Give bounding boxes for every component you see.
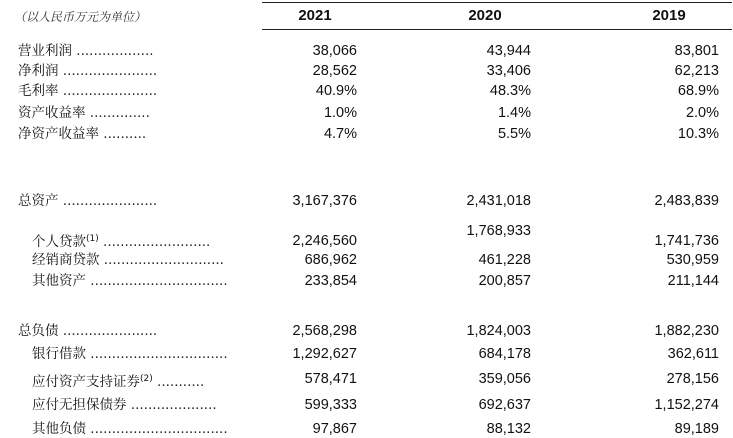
row-label-text: 经销商贷款 [32,252,100,268]
row-label [32,420,228,438]
cell-v2019: 62,213 [674,63,719,79]
cell-v2021: 578,471 [304,371,357,387]
cell-v2020: 88,132 [486,421,531,437]
dot-leader: ................................ [86,346,228,362]
row-label [32,272,228,290]
footnote-marker: (1) [86,234,99,244]
cell-v2020: 359,056 [478,371,531,387]
row-label [32,230,210,248]
cell-v2020: 684,178 [478,346,531,362]
row-label-text: 资产收益率 [18,105,86,121]
cell-v2021: 233,854 [304,273,357,289]
cell-v2019: 83,801 [674,43,719,59]
row-label-text: 营业利润 [18,43,72,59]
row-label-text: 总资产 [18,193,59,209]
row-label [18,192,157,210]
year-header-2019: 2019 [652,7,686,24]
row-label-text: 其他负债 [32,421,86,437]
dot-leader: ...................... [58,63,158,79]
row-label-text: 应付资产支持证券 [32,374,140,390]
cell-v2019: 10.3% [677,126,719,142]
row-label-text: 总负债 [18,323,59,339]
row-label-text: 应付无担保债券 [32,397,127,413]
row-label [32,251,224,269]
cell-v2021: 1.0% [323,105,357,121]
cell-v2020: 692,637 [478,397,531,413]
cell-v2019: 1,882,230 [654,323,719,339]
dot-leader: ......................... [98,234,211,250]
cell-v2019: 2,483,839 [654,193,719,209]
cell-v2021: 38,066 [312,43,357,59]
dot-leader: ...................... [58,83,158,99]
row-label [32,370,204,388]
row-label [18,62,157,80]
row-label-text: 净利润 [18,63,59,79]
cell-v2020: 1.4% [497,105,531,121]
dot-leader: .......... [99,126,147,142]
cell-v2019: 1,741,736 [654,233,719,249]
dot-leader: ............................ [99,252,224,268]
footnote-marker: (2) [140,374,153,384]
cell-v2021: 97,867 [312,421,357,437]
unit-note: （以人民币万元为单位） [14,10,147,24]
row-label [18,322,157,340]
cell-v2019: 89,189 [674,421,719,437]
cell-v2020: 33,406 [486,63,531,79]
row-label [18,42,154,60]
cell-v2020: 1,768,933 [466,223,531,239]
dot-leader: .............. [85,105,150,121]
row-label-text: 银行借款 [32,346,86,362]
dot-leader: .................... [126,397,217,413]
row-label-text: 个人贷款 [32,234,86,250]
row-label [18,82,157,100]
cell-v2020: 1,824,003 [466,323,531,339]
cell-v2020: 200,857 [478,273,531,289]
dot-leader: .................. [72,43,154,59]
row-label [18,125,146,143]
year-header-2021: 2021 [298,7,332,24]
cell-v2020: 5.5% [497,126,531,142]
cell-v2019: 278,156 [666,371,719,387]
cell-v2019: 2.0% [685,105,719,121]
cell-v2021: 40.9% [315,83,357,99]
dot-leader: ...................... [58,323,158,339]
dot-leader: ................................ [86,273,228,289]
row-label [32,396,217,414]
cell-v2020: 43,944 [486,43,531,59]
cell-v2021: 686,962 [304,252,357,268]
row-label-text: 其他资产 [32,273,86,289]
row-label-text: 毛利率 [18,83,59,99]
year-header-2020: 2020 [468,7,502,24]
cell-v2021: 2,568,298 [292,323,357,339]
cell-v2019: 1,152,274 [654,397,719,413]
cell-v2021: 4.7% [323,126,357,142]
cell-v2021: 28,562 [312,63,357,79]
dot-leader: ................................ [86,421,228,437]
row-label [32,345,228,363]
cell-v2021: 2,246,560 [292,233,357,249]
cell-v2021: 1,292,627 [292,346,357,362]
cell-v2019: 530,959 [666,252,719,268]
dot-leader: ...................... [58,193,158,209]
header-bottom-rule [262,29,732,30]
cell-v2019: 362,611 [667,346,719,362]
header-top-rule [262,2,732,3]
cell-v2019: 211,144 [667,273,719,289]
cell-v2020: 48.3% [489,83,531,99]
cell-v2020: 461,228 [478,252,531,268]
cell-v2021: 3,167,376 [292,193,357,209]
cell-v2021: 599,333 [304,397,357,413]
cell-v2020: 2,431,018 [466,193,531,209]
row-label-text: 净资产收益率 [18,126,99,142]
cell-v2019: 68.9% [677,83,719,99]
row-label [18,104,150,122]
dot-leader: ........... [152,374,205,390]
